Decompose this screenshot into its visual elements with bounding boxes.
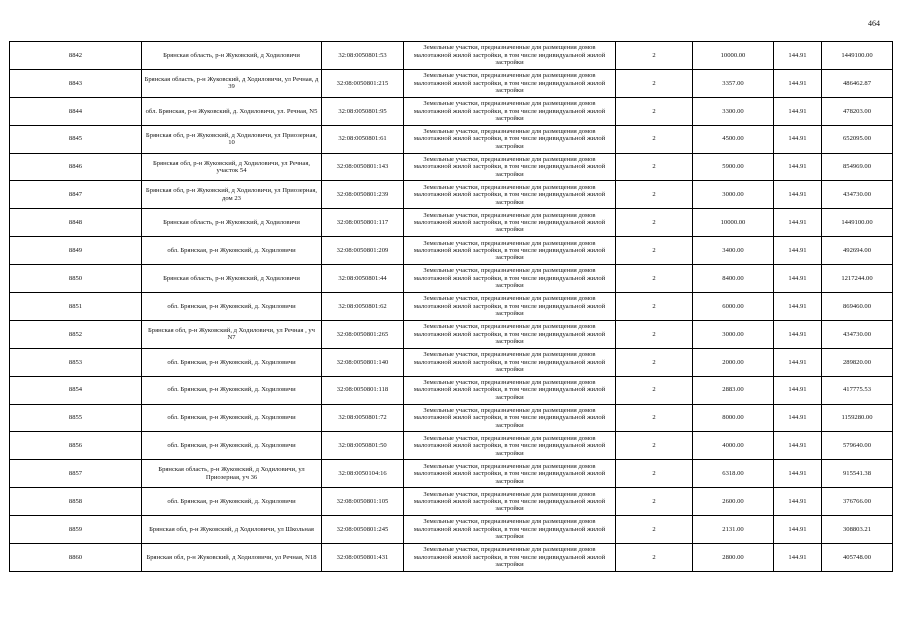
- row-land-use-type: Земельные участки, предназначенные для размещения домов малоэтажной жилой застройки, в том числе индивидуальной жилой застройки: [404, 293, 616, 321]
- row-rate: 144.91: [774, 544, 822, 572]
- row-rate: 144.91: [774, 153, 822, 181]
- row-address: Брянская область, р-н Жуковский, д Ходиловичи: [142, 265, 322, 293]
- row-rate: 144.91: [774, 293, 822, 321]
- row-number: 8846: [10, 153, 142, 181]
- table-row: [10, 432, 893, 460]
- row-address: обл. Брянская, р-н Жуковский, д. Ходиловичи: [142, 237, 322, 265]
- page-number: 464: [868, 19, 880, 28]
- row-rate: 144.91: [774, 488, 822, 516]
- row-rate: 144.91: [774, 181, 822, 209]
- row-cadastral-number: 32:08:0050801:143: [322, 153, 404, 181]
- row-cadastral-value: 869460.00: [822, 293, 893, 321]
- row-number: 8853: [10, 348, 142, 376]
- row-land-use-type: Земельные участки, предназначенные для размещения домов малоэтажной жилой застройки, в том числе индивидуальной жилой застройки: [404, 488, 616, 516]
- row-area: 3400.00: [693, 237, 774, 265]
- row-cadastral-number: 32:08:0050801:53: [322, 42, 404, 70]
- row-cadastral-value: 308803.21: [822, 516, 893, 544]
- row-rate: 144.91: [774, 404, 822, 432]
- row-cadastral-number: 32:08:0050801:50: [322, 432, 404, 460]
- row-land-use-type: Земельные участки, предназначенные для размещения домов малоэтажной жилой застройки, в том числе индивидуальной жилой застройки: [404, 376, 616, 404]
- row-rate: 144.91: [774, 125, 822, 153]
- row-area: 3300.00: [693, 97, 774, 125]
- row-cadastral-value: 1159280.00: [822, 404, 893, 432]
- row-rate: 144.91: [774, 97, 822, 125]
- row-land-use-type: Земельные участки, предназначенные для размещения домов малоэтажной жилой застройки, в том числе индивидуальной жилой застройки: [404, 125, 616, 153]
- row-area: 4000.00: [693, 432, 774, 460]
- row-area: 6318.00: [693, 460, 774, 488]
- table-row: [10, 460, 893, 488]
- row-rate: 144.91: [774, 348, 822, 376]
- row-land-use-type: Земельные участки, предназначенные для размещения домов малоэтажной жилой застройки, в том числе индивидуальной жилой застройки: [404, 516, 616, 544]
- row-land-use-type: Земельные участки, предназначенные для размещения домов малоэтажной жилой застройки, в том числе индивидуальной жилой застройки: [404, 544, 616, 572]
- row-rate: 144.91: [774, 69, 822, 97]
- row-cadastral-value: 854969.00: [822, 153, 893, 181]
- table-row: [10, 42, 893, 70]
- row-number: 8855: [10, 404, 142, 432]
- table-row: [10, 237, 893, 265]
- row-cadastral-value: 405748.00: [822, 544, 893, 572]
- row-cadastral-value: 1217244.00: [822, 265, 893, 293]
- row-group: 2: [616, 153, 693, 181]
- row-land-use-type: Земельные участки, предназначенные для размещения домов малоэтажной жилой застройки, в том числе индивидуальной жилой застройки: [404, 320, 616, 348]
- row-area: 2000.00: [693, 348, 774, 376]
- row-cadastral-value: 579640.00: [822, 432, 893, 460]
- row-land-use-type: Земельные участки, предназначенные для размещения домов малоэтажной жилой застройки, в том числе индивидуальной жилой застройки: [404, 153, 616, 181]
- row-cadastral-number: 32:08:0050801:140: [322, 348, 404, 376]
- row-land-use-type: Земельные участки, предназначенные для размещения домов малоэтажной жилой застройки, в том числе индивидуальной жилой застройки: [404, 42, 616, 70]
- row-land-use-type: Земельные участки, предназначенные для размещения домов малоэтажной жилой застройки, в том числе индивидуальной жилой застройки: [404, 460, 616, 488]
- row-group: 2: [616, 265, 693, 293]
- row-rate: 144.91: [774, 320, 822, 348]
- row-rate: 144.91: [774, 432, 822, 460]
- row-area: 2131.00: [693, 516, 774, 544]
- row-cadastral-value: 915541.38: [822, 460, 893, 488]
- row-cadastral-number: 32:08:0050801:95: [322, 97, 404, 125]
- table-row: [10, 404, 893, 432]
- table-row: [10, 69, 893, 97]
- row-address: Брянская обл, р-н Жуковский, д Ходиловичи, ул Речная , уч N7: [142, 320, 322, 348]
- table-row: [10, 320, 893, 348]
- row-group: 2: [616, 320, 693, 348]
- row-number: 8858: [10, 488, 142, 516]
- row-land-use-type: Земельные участки, предназначенные для размещения домов малоэтажной жилой застройки, в том числе индивидуальной жилой застройки: [404, 181, 616, 209]
- row-number: 8842: [10, 42, 142, 70]
- row-cadastral-value: 1449100.00: [822, 209, 893, 237]
- row-cadastral-value: 478203.00: [822, 97, 893, 125]
- row-group: 2: [616, 376, 693, 404]
- table-row: [10, 348, 893, 376]
- row-address: Брянская область, р-н Жуковский, д Ходиловичи, ул Приозерная, уч 36: [142, 460, 322, 488]
- row-area: 10000.00: [693, 209, 774, 237]
- row-cadastral-value: 1449100.00: [822, 42, 893, 70]
- row-group: 2: [616, 181, 693, 209]
- row-address: Брянская область, р-н Жуковский, д Ходиловичи: [142, 209, 322, 237]
- row-group: 2: [616, 69, 693, 97]
- row-number: 8852: [10, 320, 142, 348]
- row-cadastral-number: 32:08:0050801:62: [322, 293, 404, 321]
- row-group: 2: [616, 404, 693, 432]
- row-address: обл. Брянская, р-н Жуковский, д. Ходиловичи: [142, 376, 322, 404]
- row-rate: 144.91: [774, 42, 822, 70]
- row-group: 2: [616, 42, 693, 70]
- row-address: Брянская обл, р-н Жуковский, д Ходиловичи, ул Речная, участок 54: [142, 153, 322, 181]
- row-area: 5900.00: [693, 153, 774, 181]
- row-number: 8848: [10, 209, 142, 237]
- row-cadastral-number: 32:08:0050801:72: [322, 404, 404, 432]
- row-area: 10000.00: [693, 42, 774, 70]
- row-cadastral-value: 417775.53: [822, 376, 893, 404]
- row-cadastral-number: 32:08:0050801:431: [322, 544, 404, 572]
- row-area: 3357.00: [693, 69, 774, 97]
- row-group: 2: [616, 460, 693, 488]
- row-group: 2: [616, 97, 693, 125]
- row-number: 8860: [10, 544, 142, 572]
- table-row: [10, 516, 893, 544]
- row-cadastral-number: 32:08:0050801:215: [322, 69, 404, 97]
- row-address: Брянская обл, р-н Жуковский, д Ходиловичи, ул Приозерная, дом 23: [142, 181, 322, 209]
- table-body: [10, 42, 893, 572]
- row-area: 4500.00: [693, 125, 774, 153]
- table-row: [10, 209, 893, 237]
- row-area: 6000.00: [693, 293, 774, 321]
- row-number: 8851: [10, 293, 142, 321]
- row-address: обл. Брянская, р-н Жуковский, д. Ходиловичи: [142, 348, 322, 376]
- row-cadastral-number: 32:08:0050104:16: [322, 460, 404, 488]
- row-address: обл. Брянская, р-н Жуковский, д. Ходиловичи, ул. Речная, N5: [142, 97, 322, 125]
- row-area: 3000.00: [693, 181, 774, 209]
- row-number: 8850: [10, 265, 142, 293]
- row-land-use-type: Земельные участки, предназначенные для размещения домов малоэтажной жилой застройки, в том числе индивидуальной жилой застройки: [404, 97, 616, 125]
- table-row: [10, 125, 893, 153]
- row-cadastral-number: 32:08:0050801:245: [322, 516, 404, 544]
- row-group: 2: [616, 516, 693, 544]
- row-rate: 144.91: [774, 209, 822, 237]
- row-cadastral-value: 376766.00: [822, 488, 893, 516]
- row-cadastral-value: 652095.00: [822, 125, 893, 153]
- row-group: 2: [616, 348, 693, 376]
- row-rate: 144.91: [774, 516, 822, 544]
- row-area: 2800.00: [693, 544, 774, 572]
- row-cadastral-number: 32:08:0050801:265: [322, 320, 404, 348]
- row-number: 8859: [10, 516, 142, 544]
- row-group: 2: [616, 544, 693, 572]
- row-address: Брянская область, р-н Жуковский, д Ходиловичи: [142, 42, 322, 70]
- table-row: [10, 97, 893, 125]
- row-cadastral-number: 32:08:0050801:209: [322, 237, 404, 265]
- table-row: [10, 376, 893, 404]
- row-group: 2: [616, 237, 693, 265]
- cadastral-value-table: [9, 41, 893, 572]
- row-land-use-type: Земельные участки, предназначенные для размещения домов малоэтажной жилой застройки, в том числе индивидуальной жилой застройки: [404, 209, 616, 237]
- table-row: [10, 153, 893, 181]
- row-number: 8854: [10, 376, 142, 404]
- row-cadastral-number: 32:08:0050801:118: [322, 376, 404, 404]
- row-land-use-type: Земельные участки, предназначенные для размещения домов малоэтажной жилой застройки, в том числе индивидуальной жилой застройки: [404, 69, 616, 97]
- row-address: Брянская обл, р-н Жуковский, д Ходиловичи, ул Речная, N18: [142, 544, 322, 572]
- row-address: обл. Брянская, р-н Жуковский, д. Ходиловичи: [142, 488, 322, 516]
- row-number: 8845: [10, 125, 142, 153]
- row-address: обл. Брянская, р-н Жуковский, д. Ходиловичи: [142, 404, 322, 432]
- table-row: [10, 544, 893, 572]
- row-group: 2: [616, 488, 693, 516]
- row-area: 3000.00: [693, 320, 774, 348]
- row-land-use-type: Земельные участки, предназначенные для размещения домов малоэтажной жилой застройки, в том числе индивидуальной жилой застройки: [404, 265, 616, 293]
- row-number: 8844: [10, 97, 142, 125]
- row-cadastral-value: 492694.00: [822, 237, 893, 265]
- row-address: Брянская обл, р-н Жуковский, д Ходиловичи, ул Школьная: [142, 516, 322, 544]
- row-address: обл. Брянская, р-н Жуковский, д. Ходиловичи: [142, 432, 322, 460]
- row-group: 2: [616, 293, 693, 321]
- row-number: 8843: [10, 69, 142, 97]
- row-number: 8857: [10, 460, 142, 488]
- row-cadastral-value: 434730.00: [822, 181, 893, 209]
- row-area: 8400.00: [693, 265, 774, 293]
- row-group: 2: [616, 209, 693, 237]
- row-address: обл. Брянская, р-н Жуковский, д. Ходиловичи: [142, 293, 322, 321]
- row-land-use-type: Земельные участки, предназначенные для размещения домов малоэтажной жилой застройки, в том числе индивидуальной жилой застройки: [404, 348, 616, 376]
- row-group: 2: [616, 125, 693, 153]
- row-number: 8849: [10, 237, 142, 265]
- row-address: Брянская область, р-н Жуковский, д Ходиловичи, ул Речная, д 39: [142, 69, 322, 97]
- row-rate: 144.91: [774, 376, 822, 404]
- row-number: 8847: [10, 181, 142, 209]
- row-cadastral-number: 32:08:0050801:44: [322, 265, 404, 293]
- row-area: 2600.00: [693, 488, 774, 516]
- row-cadastral-number: 32:08:0050801:239: [322, 181, 404, 209]
- row-land-use-type: Земельные участки, предназначенные для размещения домов малоэтажной жилой застройки, в том числе индивидуальной жилой застройки: [404, 237, 616, 265]
- row-land-use-type: Земельные участки, предназначенные для размещения домов малоэтажной жилой застройки, в том числе индивидуальной жилой застройки: [404, 432, 616, 460]
- row-cadastral-number: 32:08:0050801:105: [322, 488, 404, 516]
- row-area: 2883.00: [693, 376, 774, 404]
- table-row: [10, 181, 893, 209]
- row-cadastral-number: 32:08:0050801:61: [322, 125, 404, 153]
- row-cadastral-number: 32:08:0050801:117: [322, 209, 404, 237]
- row-address: Брянская обл, р-н Жуковский, д Ходиловичи, ул Приозерная, 10: [142, 125, 322, 153]
- row-rate: 144.91: [774, 237, 822, 265]
- table-row: [10, 293, 893, 321]
- row-cadastral-value: 486462.87: [822, 69, 893, 97]
- row-cadastral-value: 434730.00: [822, 320, 893, 348]
- row-land-use-type: Земельные участки, предназначенные для размещения домов малоэтажной жилой застройки, в том числе индивидуальной жилой застройки: [404, 404, 616, 432]
- row-cadastral-value: 289820.00: [822, 348, 893, 376]
- table-row: [10, 265, 893, 293]
- row-rate: 144.91: [774, 460, 822, 488]
- table-row: [10, 488, 893, 516]
- row-rate: 144.91: [774, 265, 822, 293]
- row-area: 8000.00: [693, 404, 774, 432]
- row-group: 2: [616, 432, 693, 460]
- row-number: 8856: [10, 432, 142, 460]
